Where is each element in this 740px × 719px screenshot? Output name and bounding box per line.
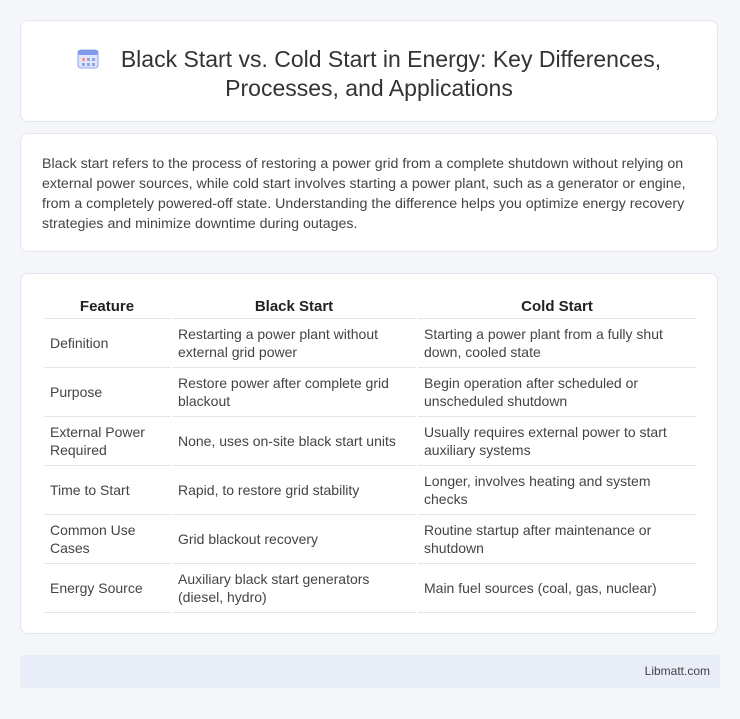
cold-start-cell: Routine startup after maintenance or shutdown [418, 515, 696, 564]
black-start-cell: Grid blackout recovery [172, 515, 416, 564]
cold-start-cell: Starting a power plant from a fully shut down, cooled state [418, 319, 696, 368]
table-header-row [44, 295, 696, 319]
title-card [20, 20, 718, 122]
cold-start-cell: Begin operation after scheduled or unscheduled shutdown [418, 368, 696, 417]
footer-site-name: Libmatt.com [644, 664, 710, 678]
cold-start-cell: Main fuel sources (coal, gas, nuclear) [418, 564, 696, 613]
feature-cell: Purpose [44, 368, 170, 417]
page-title: Black Start vs. Cold Start in Energy: Key Differences, Processes, and Applications [120, 46, 662, 101]
feature-cell: Energy Source [44, 564, 170, 613]
feature-cell: External Power Required [44, 417, 170, 466]
calendar-icon [77, 47, 99, 69]
page-title-container [21, 45, 717, 103]
column-header-black-start: Black Start [172, 295, 416, 319]
table-row [44, 515, 696, 564]
feature-cell: Common Use Cases [44, 515, 170, 564]
feature-cell: Time to Start [44, 466, 170, 515]
table-row [44, 564, 696, 613]
table-row [44, 319, 696, 368]
table-row [44, 466, 696, 515]
footer-bar [20, 655, 720, 688]
cold-start-cell: Longer, involves heating and system checks [418, 466, 696, 515]
black-start-cell: Auxiliary black start generators (diesel, hydro) [172, 564, 416, 613]
black-start-cell: None, uses on-site black start units [172, 417, 416, 466]
column-header-feature: Feature [44, 295, 170, 319]
table-row [44, 417, 696, 466]
comparison-table [42, 295, 698, 613]
intro-paragraph: Black start refers to the process of restoring a power grid from a complete shutdown without relying on external power sources, while cold start involves starting a power plant, such as a generator or engine, from a completely powered-off state. Understanding the difference helps you optimize energy recovery strategies and minimize downtime during outages. [42, 156, 686, 232]
intro-card [20, 133, 718, 252]
black-start-cell: Rapid, to restore grid stability [172, 466, 416, 515]
cold-start-cell: Usually requires external power to start auxiliary systems [418, 417, 696, 466]
black-start-cell: Restore power after complete grid blackout [172, 368, 416, 417]
column-header-cold-start: Cold Start [418, 295, 696, 319]
black-start-cell: Restarting a power plant without external grid power [172, 319, 416, 368]
table-row [44, 368, 696, 417]
feature-cell: Definition [44, 319, 170, 368]
comparison-table-card [20, 273, 718, 634]
